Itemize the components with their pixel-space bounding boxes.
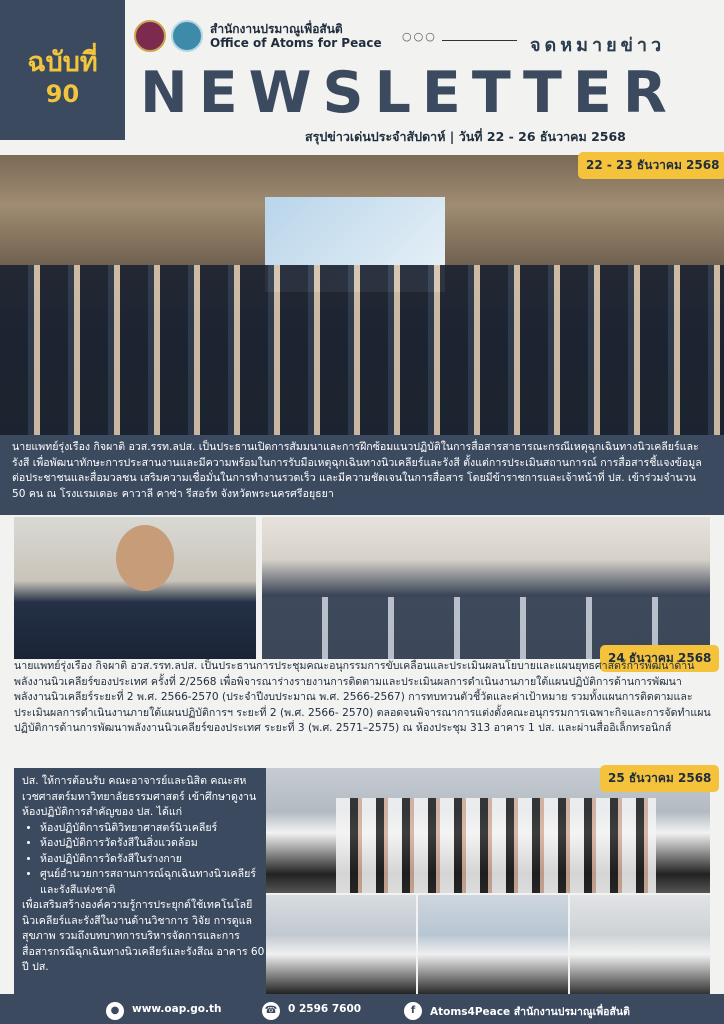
section3-text — [22, 774, 266, 976]
issue-number: 90 — [45, 80, 80, 108]
chairman-figure — [116, 525, 174, 591]
footer-facebook[interactable]: Atoms4Peace สำนักงานปรมาณูเพื่อสันติ — [430, 1006, 630, 1018]
section1-caption: นายแพทย์รุ่งเรือง กิจผาติ อวส.รรท.ลปส. เป็นประธานเปิดการสัมมนาและการฝึกซ้อมแนวปฏิบัติในการสื่อสารสาธารณะกรณีเหตุฉุกเฉินทางนิวเคลียร์และรังสี เพื่อพัฒนาทักษะการประสานงานและมีความพร้อมในการรับมือเหตุฉุกเฉินทางนิวเคลียร์และรังสี ตั้งแต่การประเมินสถานการณ์ การสื่อสารชี้แจงข้อมูลต่อประชาชนและสื่อมวลชน เสริมความเชื่อมั่นในการทำงานรวดเร็ว และมีความชัดเจนในการสื่อสาร โดยมีข้าราชการและเจ้าหน้าที่ ปส. เข้าร่วมจำนวน 50 คน ณ โรงแรมเดอะ คาวาลี คาซ่า รีสอร์ท จังหวัดพระนครศรีอยุธยา — [0, 435, 724, 515]
footer-website[interactable]: www.oap.go.th — [132, 1003, 222, 1015]
list-item: • ห้องปฏิบัติการนิติวิทยาศาสตร์นิวเคลียร์ — [40, 821, 266, 837]
lab-visit-photo-1 — [266, 895, 416, 994]
oap-logo — [134, 20, 166, 52]
lab-visit-photo-2 — [418, 895, 568, 994]
date-badge-1: 22 - 23 ธันวาคม 2568 — [578, 152, 724, 179]
seminar-group-photo — [0, 155, 724, 435]
issue-box — [0, 0, 125, 140]
meeting-room-photo — [262, 517, 710, 659]
issue-label: ฉบับที่ — [27, 47, 98, 78]
date-badge-3: 25 ธันวาคม 2568 — [600, 765, 719, 792]
newsletter-subtitle: สรุปข่าวเด่นประจำสัปดาห์ | วันที่ 22 - 26 ธันวาคม 2568 — [305, 129, 626, 144]
date-badge-2: 24 ธันวาคม 2568 — [600, 645, 719, 672]
header-rule — [442, 40, 517, 41]
phone-icon: ☎ — [262, 1002, 280, 1020]
participants-group — [0, 265, 724, 435]
lab-visit-photo-3 — [570, 895, 710, 994]
chairman-photo — [14, 517, 256, 659]
list-item: • ห้องปฏิบัติการวัดรังสีในสิ่งแวดล้อม — [40, 836, 266, 852]
newsletter-label-thai: จดหมายข่าว — [530, 35, 666, 56]
org-name-english: Office of Atoms for Peace — [210, 36, 382, 50]
globe-icon: ● — [106, 1002, 124, 1020]
section3-intro: ปส. ให้การต้อนรับ คณะอาจารย์และนิสิต คณะสหเวชศาสตร์มหาวิทยาลัยธรรมศาสตร์ เข้าศึกษาดูงานห้องปฏิบัติการสำคัญของ ปส. ได้แก่ — [22, 775, 257, 818]
facebook-icon: f — [404, 1002, 422, 1020]
partner-logo — [171, 20, 203, 52]
students-group — [336, 798, 656, 893]
list-item: • ห้องปฏิบัติการวัดรังสีในร่างกาย — [40, 852, 266, 868]
lab-list — [22, 821, 266, 899]
newsletter-title: NEWSLETTER — [140, 60, 678, 126]
list-item: • ศูนย์อำนวยการสถานการณ์ฉุกเฉินทางนิวเคลียร์และรังสีแห่งชาติ — [40, 867, 266, 898]
footer-phone[interactable]: 0 2596 7600 — [288, 1003, 362, 1015]
section2-text: นายแพทย์รุ่งเรือง กิจผาติ อวส.รรท.ลปส. เป็นประธานการประชุมคณะอนุกรรมการขับเคลื่อนและประเมินผลนโยบายและแผนยุทธศาสตร์การพัฒนาด้านพลังงานนิวเคลียร์ของประเทศ ครั้งที่ 2/2568 เพื่อพิจารณาร่างรายงานการติดตามและประเมินผลการดำเนินงานภายใต้แผนปฏิบัติการด้านการพัฒนาพลังงานนิวเคลียร์ระยะที่ 2 พ.ศ. 2566-2570 (ประจำปีงบประมาณ พ.ศ. 2566-2567) การทบทวนตัวชี้วัดและค่าเป้าหมาย รวมทั้งแผนการติดตามและประเมินผลการดำเนินงานภายใต้แผนปฏิบัติการฯ ระยะที่ 2 (พ.ศ. 2566- 2570) ตลอดจนพิจารณาการแต่งตั้งคณะอนุกรรมการเฉพาะกิจและการจัดทำแผนปฏิบัติการด้านการพัฒนาพลังงานนิวเคลียร์ของประเทศ ระยะที่ 3 (พ.ศ. 2571–2575) ณ ห้องประชุม 313 อาคาร 1 ปส. และผ่านสื่ออิเล็กทรอนิกส์ — [14, 660, 711, 734]
section3-outro: เพื่อเสริมสร้างองค์ความรู้การประยุกต์ใช้เทคโนโลยีนิวเคลียร์และรังสีในงานด้านวิชาการ วิจัย การดูแลสุขภาพ รวมถึงบทบาทการบริหารจัดการและการสื่อสารกรณีฉุกเฉินทางนิวเคลียร์และรังสีณ อาคาร 60 ปี ปส. — [22, 899, 265, 973]
decorative-dots: ○○○ — [402, 30, 437, 43]
org-name-thai: สำนักงานปรมาณูเพื่อสันติ — [210, 22, 343, 36]
